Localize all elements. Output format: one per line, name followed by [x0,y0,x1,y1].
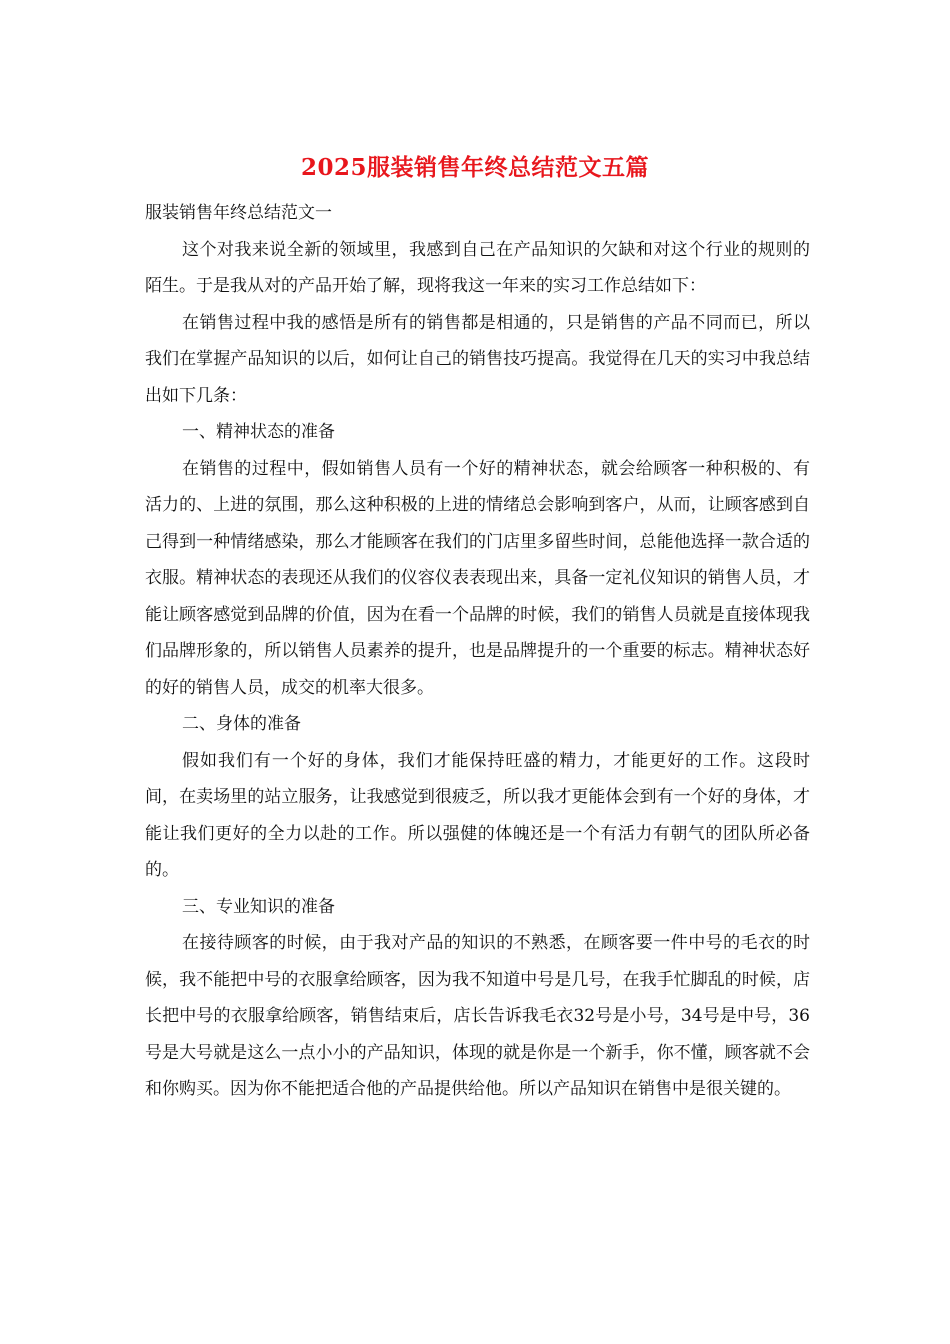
paragraph-intro: 这个对我来说全新的领域里，我感到自己在产品知识的欠缺和对这个行业的规则的陌生。于是我从对的产品开始了解，现将我这一年来的实习工作总结如下： [145,239,810,296]
subheading-knowledge: 三、专业知识的准备 [182,896,335,917]
document-body [145,195,810,1108]
paragraph-physical: 假如我们有一个好的身体，我们才能保持旺盛的精力，才能更好的工作。这段时间，在卖场里的站立服务，让我感觉到很疲乏，所以我才更能体会到有一个好的身体，才能让我们更好的全力以赴的工作。所以强健的体魄还是一个有活力有朝气的团队所必备的。 [145,750,810,880]
section-heading: 服装销售年终总结范文一 [145,203,332,223]
paragraph-mental-state: 在销售的过程中，假如销售人员有一个好的精神状态，就会给顾客一种积极的、有活力的、上进的氛围，那么这种积极的上进的情绪总会影响到客户，从而，让顾客感到自己得到一种情绪感染，那么才能顾客在我们的门店里多留些时间，总能他选择一款合适的衣服。精神状态的表现还从我们的仪容仪表表现出来，具备一定礼仪知识的销售人员，才能让顾客感觉到品牌的价值，因为在看一个品牌的时候，我们的销售人员就是直接体现我们品牌形象的，所以销售人员素养的提升，也是品牌提升的一个重要的标志。精神状态好的好的销售人员，成交的机率大很多。 [145,458,810,698]
document-title: 2025服装销售年终总结范文五篇 [300,154,649,181]
subheading-physical: 二、身体的准备 [182,714,301,734]
paragraph-insight: 在销售过程中我的感悟是所有的销售都是相通的，只是销售的产品不同而已，所以我们在掌握产品知识的以后，如何让自己的销售技巧提高。我觉得在几天的实习中我总结出如下几条： [145,312,810,406]
paragraph-knowledge: 在接待顾客的时候，由于我对产品的知识的不熟悉，在顾客要一件中号的毛衣的时候，我不能把中号的衣服拿给顾客，因为我不知道中号是几号，在我手忙脚乱的时候，店长把中号的衣服拿给顾客，销售结束后，店长告诉我毛衣32号是小号，34号是中号，36号是大号就是这么一点小小的产品知识，体现的就是你是一个新手，你不懂，顾客就不会和你购买。因为你不能把适合他的产品提供给他。所以产品知识在销售中是很关键的。 [145,933,810,1099]
subheading-mental-state: 一、精神状态的准备 [182,422,335,442]
